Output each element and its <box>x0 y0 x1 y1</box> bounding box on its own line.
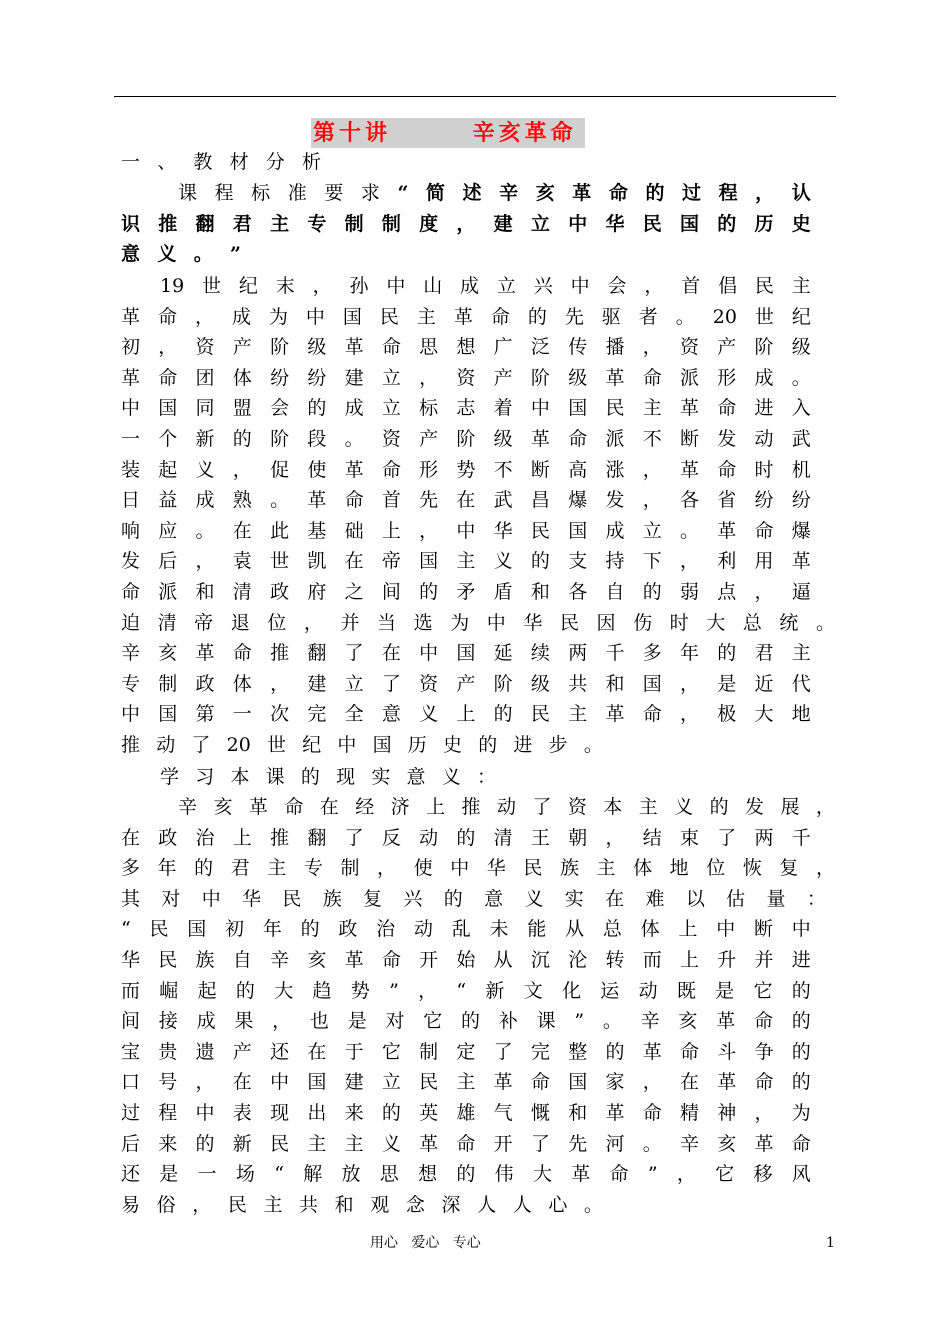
text-line: 一 个 新 的 阶 段 。 资 产 阶 级 革 命 派 不 断 发 动 武 <box>121 428 811 450</box>
text-line: 易 俗 ， 民 主 共 和 观 念 深 人 人 心 。 <box>121 1193 603 1216</box>
text-line: 其 对 中 华 民 族 复 兴 的 意 义 实 在 难 以 估 量 ： <box>121 887 826 910</box>
text-line: 命 派 和 清 政 府 之 间 的 矛 盾 和 各 自 的 弱 点 ， 逼 <box>121 581 811 603</box>
standard-line-3: 意 义 。 ” <box>121 243 241 265</box>
text-line: 中 国 第 一 次 完 全 意 义 上 的 民 主 革 命 ， 极 大 地 <box>121 703 811 726</box>
text-line: 辛 亥 革 命 在 经 济 上 推 动 了 资 本 主 义 的 发 展 ， <box>178 796 835 818</box>
page-number: 1 <box>826 1235 835 1251</box>
text-line: 专 制 政 体 ， 建 立 了 资 产 阶 级 共 和 国 ， 是 近 代 <box>121 672 811 695</box>
text-line: 革 命 团 体 纷 纷 建 立 ， 资 产 阶 级 革 命 派 形 成 。 <box>121 366 811 389</box>
text-line: 响 应 。 在 此 基 础 上 ， 中 华 民 国 成 立 。 革 命 爆 <box>121 519 811 542</box>
text-line: 多 年 的 君 主 专 制 ， 使 中 华 民 族 主 体 地 位 恢 复 ， <box>121 857 835 880</box>
text-line: 后 来 的 新 民 主 主 义 革 命 开 了 先 河 。 辛 亥 革 命 <box>121 1132 811 1155</box>
text-line: 装 起 义 ， 促 使 革 命 形 势 不 断 高 涨 ， 革 命 时 机 <box>121 458 811 481</box>
text-line: 过 程 中 表 现 出 来 的 英 雄 气 慨 和 革 命 精 神 ， 为 <box>121 1102 811 1124</box>
standard-line-2: 识 推 翻 君 主 专 制 制 度 ， 建 立 中 华 民 国 的 历 史 <box>121 213 811 235</box>
text-line: 革 命 ， 成 为 中 国 民 主 革 命 的 先 驱 者 。 20 世 纪 <box>121 305 811 328</box>
text-line: 辛 亥 革 命 推 翻 了 在 中 国 延 续 两 千 多 年 的 君 主 <box>121 642 811 665</box>
text-line: 还 是 一 场 “ 解 放 思 想 的 伟 大 革 命 ” ， 它 移 风 <box>121 1163 811 1186</box>
text-line: 推 动 了 20 世 纪 中 国 历 史 的 进 步 。 <box>121 734 603 756</box>
standard-line-1: 课 程 标 准 要 求 “ 简 述 辛 亥 革 命 的 过 程 ， 认 <box>178 182 811 204</box>
footer-motto: 用心 爱心 专心 <box>370 1235 481 1251</box>
header-rule <box>114 96 836 97</box>
text-line: 19 世 纪 末 ， 孙 中 山 成 立 兴 中 会 ， 首 倡 民 主 <box>160 275 811 297</box>
text-line: 在 政 治 上 推 翻 了 反 动 的 清 王 朝 ， 结 束 了 两 千 <box>121 826 811 849</box>
text-line: 口 号 ， 在 中 国 建 立 民 主 革 命 国 家 ， 在 革 命 的 <box>121 1071 811 1094</box>
text-line: 华 民 族 自 辛 亥 革 命 开 始 从 沉 沦 转 而 上 升 并 进 <box>121 949 811 971</box>
subheading-significance: 学 习 本 课 的 现 实 意 义 ： <box>160 766 496 788</box>
text-line: “ 民 国 初 年 的 政 治 动 乱 未 能 从 总 体 上 中 断 中 <box>121 918 811 941</box>
text-line: 发 后 ， 袁 世 凯 在 帝 国 主 义 的 支 持 下 ， 利 用 革 <box>121 550 811 573</box>
text-line: 初 ， 资 产 阶 级 革 命 思 想 广 泛 传 播 ， 资 产 阶 级 <box>121 336 811 359</box>
text-line: 中 国 同 盟 会 的 成 立 标 志 着 中 国 民 主 革 命 进 入 <box>121 397 811 420</box>
text-line: 宝 贵 遗 产 还 在 于 它 制 定 了 完 整 的 革 命 斗 争 的 <box>121 1040 811 1063</box>
page-title: 第十讲 辛亥革命 <box>311 118 585 148</box>
text-line: 迫 清 帝 退 位 ， 并 当 选 为 中 华 民 因 伤 时 大 总 统 。 <box>121 611 835 634</box>
text-line: 日 益 成 熟 。 革 命 首 先 在 武 昌 爆 发 ， 各 省 纷 纷 <box>121 489 811 512</box>
text-line: 间 接 成 果 ， 也 是 对 它 的 补 课 ” 。 辛 亥 革 命 的 <box>121 1010 811 1033</box>
text-line: 而 崛 起 的 大 趋 势 ” ， “ 新 文 化 运 动 既 是 它 的 <box>121 979 811 1002</box>
section-heading: 一 、 教 材 分 析 <box>121 151 321 173</box>
